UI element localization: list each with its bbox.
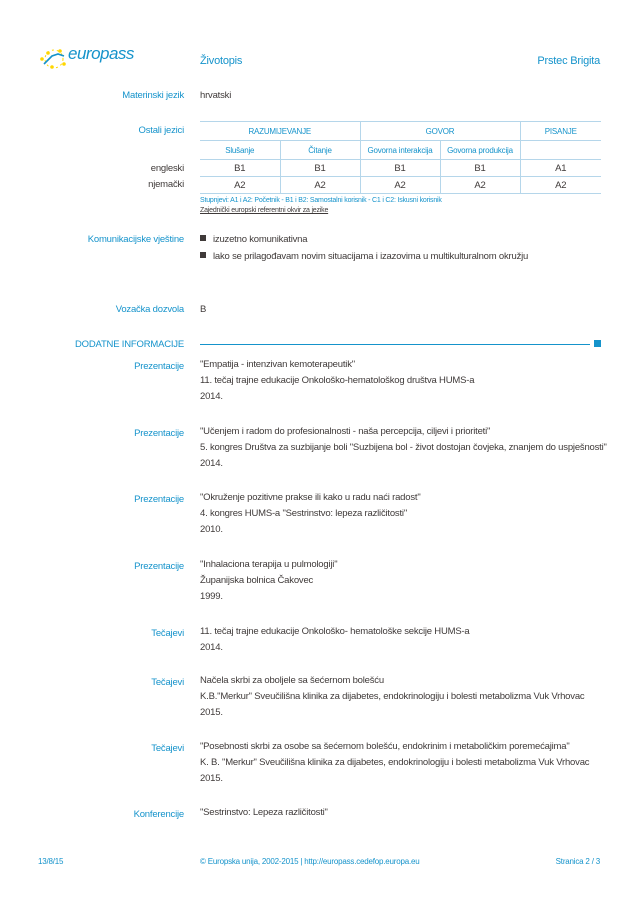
header-pisanje-sub	[520, 141, 601, 160]
language-name-1: engleski	[150, 163, 184, 174]
materinski-value: hrvatski	[200, 90, 232, 101]
entry-label: Tečajevi	[151, 628, 184, 639]
cefr-link[interactable]: Zajednički europski referentni okvir za jezike	[200, 207, 329, 214]
level-cell: A2	[360, 177, 440, 194]
komunikacijske-list	[200, 231, 528, 265]
entry-text: Načela skrbi za oboljele sa šećernom bolešću K.B."Merkur" Sveučilišna klinika za dijabetes, endokrinologiju i bolesti metabolizma Vuk Vrhovac 2015.	[200, 675, 585, 718]
header-produkcija: Govorna produkcija	[440, 141, 520, 160]
vozacka-label: Vozačka dozvola	[115, 304, 184, 315]
level-cell: A2	[520, 177, 601, 194]
entry-text: "Empatija - intenzivan kemoterapeutik" 11. tečaj trajne edukacije Onkološko-hematološkog društva HUMS-a 2014.	[200, 359, 475, 402]
language-table-header-2	[200, 141, 601, 160]
header-razumijevanje: RAZUMIJEVANJE	[200, 122, 360, 141]
header-citanje: Čitanje	[280, 141, 360, 160]
footer-date: 13/8/15	[38, 857, 64, 866]
level-cell: B1	[440, 160, 520, 177]
entry-text: "Okruženje pozitivne prakse ili kako u radu naći radost" 4. kongres HUMS-a "Sestrinstvo: lepeza različitosti" 2010.	[200, 492, 421, 535]
section-end-square-icon	[594, 340, 601, 347]
vozacka-value: B	[200, 304, 207, 315]
footer-copyright[interactable]: © Europska unija, 2002-2015 | http://europass.cedefop.europa.eu	[200, 857, 420, 866]
level-cell: A1	[520, 160, 601, 177]
list-item: izuzetno komunikativna	[200, 231, 528, 248]
header-govor: GOVOR	[360, 122, 520, 141]
entry-label: Prezentacije	[134, 561, 184, 572]
entry-label: Tečajevi	[151, 677, 184, 688]
entry-text: "Učenjem i radom do profesionalnosti - naša percepcija, ciljevi i prioriteti" 5. kongres Društva za suzbijanje boli "Suzbijena bol - život dostojan čovjeka, znanjem do uspješnosti" 2014.	[200, 426, 607, 469]
header-pisanje: PISANJE	[520, 122, 601, 141]
levels-text: Stupnjevi: A1 i A2: Početnik - B1 i B2: Samostalni korisnik - C1 i C2: Iskusni korisnik	[200, 197, 442, 204]
language-name-2: njemački	[148, 179, 184, 190]
entry-text: "Sestrinstvo: Lepeza različitosti"	[200, 807, 328, 818]
europass-logo	[34, 44, 144, 74]
entry-label: Tečajevi	[151, 743, 184, 754]
ostali-label: Ostali jezici	[138, 125, 184, 136]
bullet-square-icon	[200, 235, 206, 241]
entry-label: Prezentacije	[134, 494, 184, 505]
level-cell: A2	[440, 177, 520, 194]
level-cell: B1	[360, 160, 440, 177]
entry-text: "Inhalaciona terapija u pulmologiji" Županijska bolnica Čakovec 1999.	[200, 559, 338, 602]
entry-text: 11. tečaj trajne edukacije Onkološko- hematološke sekcije HUMS-a 2014.	[200, 626, 470, 653]
language-levels-note	[200, 196, 442, 216]
entry-text: "Posebnosti skrbi za osobe sa šećernom bolešću, endokrinim i metaboličkim poremećajima" K. B. "Merkur" Sveučilišna klinika za dijabetes, endokrinologiju i bolesti metabolizma Vuk Vrhovac 2015.	[200, 741, 590, 784]
table-row	[200, 160, 601, 177]
person-name: Prstec Brigita	[537, 55, 600, 67]
list-item: lako se prilagođavam novim situacijama i izazovima u multikulturalnom okružju	[200, 248, 528, 265]
dodatne-heading: DODATNE INFORMACIJE	[75, 339, 184, 350]
header-slusanje: Slušanje	[200, 141, 280, 160]
header-interakcija: Govorna interakcija	[360, 141, 440, 160]
entry-label: Prezentacije	[134, 361, 184, 372]
level-cell: A2	[200, 177, 280, 194]
level-cell: B1	[200, 160, 280, 177]
level-cell: B1	[280, 160, 360, 177]
language-table	[200, 121, 601, 194]
materinski-label: Materinski jezik	[122, 90, 184, 101]
komunikacijske-label: Komunikacijske vještine	[87, 234, 184, 245]
logo-text: europass	[68, 44, 134, 63]
entry-label: Konferencije	[133, 809, 184, 820]
language-table-header-1	[200, 122, 601, 141]
document-title: Životopis	[200, 55, 243, 67]
entry-label: Prezentacije	[134, 428, 184, 439]
bullet-square-icon	[200, 252, 206, 258]
table-row	[200, 177, 601, 194]
footer-page-number: Stranica 2 / 3	[555, 857, 600, 866]
level-cell: A2	[280, 177, 360, 194]
section-divider	[200, 344, 590, 345]
